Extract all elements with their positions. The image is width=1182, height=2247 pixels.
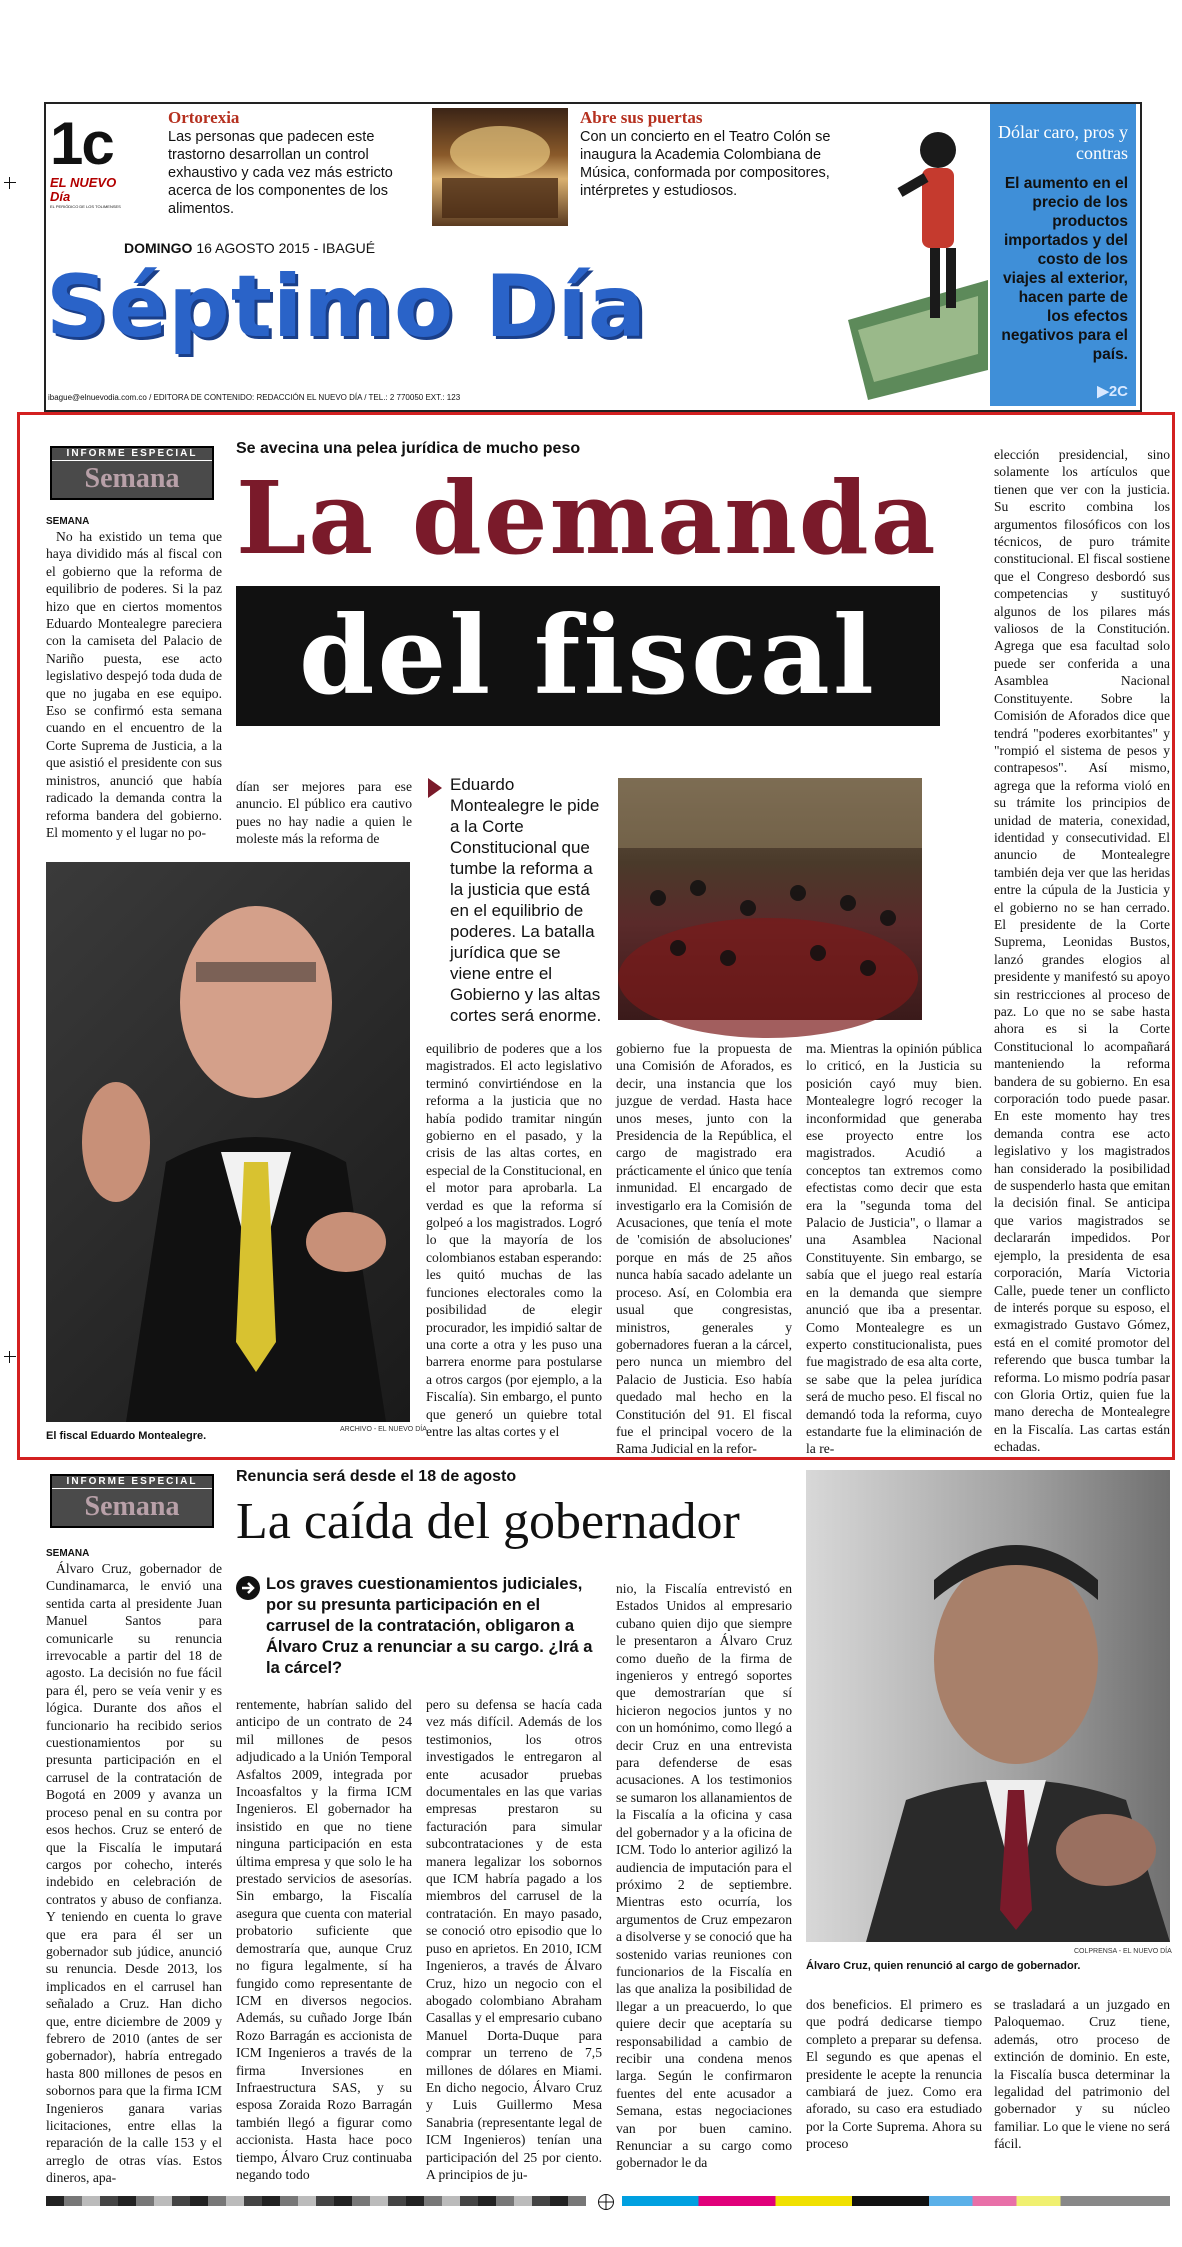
body-text: se trasladará a un juzgado en Paloquemao. Cruz tiene, además, otro proceso de extinción de dominio. En este, la Fiscalía busca determinar la legalidad del patrimonio del gobernador y su núcleo familiar. Lo que le viene no será fácil. bbox=[994, 1997, 1170, 2152]
promo-ortorexia[interactable] bbox=[168, 108, 426, 218]
kicker: Se avecina una pelea jurídica de mucho peso bbox=[236, 440, 581, 457]
promo-theater-photo bbox=[432, 108, 568, 226]
tag-top: INFORME ESPECIAL bbox=[52, 1476, 212, 1489]
arrow-right-icon: ▶ bbox=[1097, 383, 1109, 400]
photo-credit-2: COLPRENSA - EL NUEVO DÍA bbox=[1074, 1948, 1172, 1955]
section-number bbox=[50, 112, 134, 210]
promo-title: Abre sus puertas bbox=[580, 108, 703, 127]
tag-bottom: Semana bbox=[84, 463, 180, 494]
money-man-icon bbox=[838, 110, 988, 402]
theater-icon bbox=[432, 108, 568, 226]
lead-marker bbox=[428, 778, 442, 798]
body-text: gobierno fue la propuesta de una Comisión de Aforados, es decir, una instancia que los juzgue de verdad. Hasta hace unos meses, junto con la Presidencia de la República, el cargo de magistrado era prácticamente el único que tenía inmunidad. El encargado de investigarlo era la Comisión de Acusaciones, que tenía el mote de 'comisión de absoluciones' porque en más de 25 años nunca había sacado adelante un proceso. Así, en Colombia era usual que congresistas, ministros, generales y gobernadores fueran a la cárcel, pero nunca un miembro del Palacio de Justicia. Eso había quedado mal hecho en la Constitución del 91. El fiscal fue el principal vocero de la Rama Judicial en la refor- bbox=[616, 1041, 792, 1457]
body-text: ma. Mientras la opinión pública lo criticó, en la Justicia su posición cayó muy bien. Montealegre logró recoger la inconformidad que generaba ese proyecto entre los magistrados. Acudió a conceptos tan extremos como efectistas como decir que esta era la "segunda toma del Palacio de Justicia", o llamar a una Asamblea Nacional Constituyente. Sin embargo, se sabía que el juego real estaría en la demanda que siempre anunció que iba a presentar. Como Montealegre es un experto constitucionalista, pues fue magistrado de esa alta corte, se sabe que la pelea jurídica será de mucho peso. El fiscal no demandó toda la reforma, cuyo estandarte fue la eliminación de la re- bbox=[806, 1041, 982, 1457]
informe-especial-tag-2 bbox=[50, 1474, 214, 1528]
fiscal-photo bbox=[46, 862, 410, 1422]
lead-text: Eduardo Montealegre le pide a la Corte Constitucional que tumbe la reforma a la justicia que está en el equilibrio de poderes. La batalla jurídica que se viene entre el Gobierno y las altas cortes será enorme. bbox=[450, 775, 602, 1025]
article2-column-2 bbox=[236, 1696, 412, 2190]
article2-column-4 bbox=[616, 1580, 792, 2190]
portrait-man-icon bbox=[46, 862, 410, 1422]
dollar-title: Dólar caro, pros y contras bbox=[998, 122, 1128, 163]
registration-mark-icon bbox=[598, 2194, 614, 2210]
article1-column-2b bbox=[426, 1040, 602, 1439]
informe-especial-tag bbox=[50, 446, 214, 500]
tag-bottom: Semana bbox=[84, 1491, 180, 1522]
photo-caption: El fiscal Eduardo Montealegre. bbox=[46, 1430, 207, 1442]
photo-credit: ARCHIVO - EL NUEVO DÍA bbox=[340, 1426, 427, 1433]
body-text: rentemente, habrían salido del anticipo de un contrato de 24 mil millones de pesos adjudicado a la Unión Temporal Asfaltos 2009, integrada por Incoasfaltos y la firma ICM Ingenieros. El gobernador ha insistido en que no tiene ninguna participación en esta última empresa y que solo le ha prestado servicios de asesorías. Sin embargo, la Fiscalía asegura que cuenta con material probatorio suficiente que demostraría que, aunque Cruz no figura legalmente, sí ha fungido como representante de ICM en diversos negocios. Además, su cuñado Jorge Ibán Rozo Barragán es accionista de ICM Ingenieros a través de la firma Inversiones en Infraestructura SAS, y su esposa Zoraida Rozo Barragán también llegó a figurar como accionista. Hasta hace poco tiempo, Álvaro Cruz continuaba negando todo bbox=[236, 1697, 412, 2182]
crop-mark bbox=[4, 182, 16, 183]
dollar-illustration bbox=[838, 110, 988, 402]
dollar-box[interactable] bbox=[990, 104, 1136, 406]
dollar-ref-text: 2C bbox=[1108, 383, 1128, 400]
body-text: elección presidencial, sino solamente los artículos que tienen que ver con la justicia. Su escrito combina los argumentos filosóficos con los técnicos, de puro trámite constitucional. El fiscal sostiene que el Congreso desbordó sus competencias y sustituyó algunos de los pilares más valiosos de la Constitución. Agrega que esa facultad solo puede ser conferida a una Asamblea Nacional Constituyente. Sobre la Comisión de Aforados dice que tendrá "poderes exorbitantes" y "rompió el sistema de pesos y contrapesos". Así mismo, agrega que la reforma violó en su trámite los principios de unidad de materia, conexidad, identidad y consecutividad. El anuncio de Montealegre también deja ver que las heridas entre la cúpula de la Justicia y el gobierno no se han cerrado. El presidente de la Corte Suprema, Leonidas Bustos, lanzó grandes elogios al presidente y manifestó su apoyo sin restricciones al proceso de paz. Lo que no se sabe hasta ahora es si la Corte Constitucional lo acompañará manteniendo la reforma bandera de su gobierno. En esa corporación todo puede pasar. En este momento hay tres demanda contra ese acto legislativo y los magistrados han considerado la posibilidad de suspenderlo hasta que emitan la decisión final. Se anticipa que varios magistrados se declararán impedidos. Por ejemplo, la presidenta de esa corporación, María Victoria Calle, puede tener un conflicto de interés porque su esposo, el exmagistrado Gustavo Gómez, está en el comité promotor del referendo que busca tumbar la reforma. Lo mismo podría pasar con Gloria Ortiz, quien fue la mano derecha de Montealegre en la Fiscalía. Las cartas están echadas. bbox=[994, 447, 1170, 1455]
tag-top: INFORME ESPECIAL bbox=[52, 448, 212, 461]
body-text: pero su defensa se hacía cada vez más difícil. Además de los testimonios, los otros investigados le entregaron al ente acusador pruebas documentales en las que varias empresas prestaron su facturación para simular subcontrataciones y de esta manera legalizar los sobornos que ICM habría pagado a los miembros del carrusel de la contratación. En mayo pasado, se conoció otro episodio que lo puso en aprietos. En 2010, ICM Ingenieros, a través de Álvaro Cruz, hizo un negocio con el abogado colombiano Abraham Casallas y el empresario cubano Manuel Dorta-Duque para comprar un terreno de 7,5 millones de dólares en Miami. En dicho negocio, Álvaro Cruz y Luis Guillermo Mesa Sanabria (representante legal de ICM Ingenieros) tenían una participación del 25 por ciento. A principios de ju- bbox=[426, 1697, 602, 2182]
logo: EL NUEVO Día bbox=[50, 175, 117, 204]
article2-column-1 bbox=[46, 1560, 222, 2190]
body-text: No ha existido un tema que haya dividido más al fiscal con el gobierno que la reforma de equilibrio de poderes. Si la paz hizo que en ciertos momentos Eduardo Montealegre pareciera con la camiseta del Palacio de Nariño puesta, ese acto legislativo despejó toda duda de que no jugaba en ese equipo. Eso se confirmó esta semana cuando en el encuentro de la Corte Suprema de Justicia, a la que asistió el presidente con sus ministros, anunció que había radicado la demanda contra la reforma bandera del gobierno. El momento y el lugar no po- bbox=[46, 529, 222, 840]
promo-text: Las personas que padecen este trastorno desarrollan un control exhaustivo y cada vez más estricto acerca de los componentes de los alimentos. bbox=[168, 129, 393, 217]
chamber-icon bbox=[618, 778, 922, 1020]
promo-text: Con un concierto en el Teatro Colón se inaugura la Academia Colombiana de Música, conformada por compositores, intérpretes y estudiosos. bbox=[580, 129, 831, 199]
headline-line1: La demanda bbox=[236, 459, 938, 577]
date-rest: 16 AGOSTO 2015 - IBAGUÉ bbox=[196, 240, 376, 256]
article1-column-5 bbox=[994, 446, 1170, 1455]
article1-column-4 bbox=[806, 1040, 982, 1457]
dollar-page-ref[interactable] bbox=[1097, 382, 1128, 400]
color-bar-left bbox=[46, 2196, 586, 2206]
governor-photo bbox=[806, 1470, 1170, 1942]
body-text: dían ser mejores para ese anuncio. El público era cautivo pues no hay nadie a quien le moleste más la reforma de bbox=[236, 779, 412, 847]
dollar-text: El aumento en el precio de los productos importados y del costo de los viajes al exterior, hacen parte de los efectos negativos para el país. bbox=[1001, 175, 1128, 363]
byline: SEMANA bbox=[46, 516, 90, 527]
article1-column-3 bbox=[616, 1040, 792, 1457]
kicker-2: Renuncia será desde el 18 de agosto bbox=[236, 1468, 517, 1485]
section-title: Séptimo Día bbox=[46, 257, 647, 357]
body-text: dos beneficios. El primero es que podrá dedicarse tiempo completo a preparar su defensa. El segundo es que apenas el presidente le acepte la renuncia cambiará de juez. Como era aforado, su caso era estudiado por la Corte Suprema. Ahora su proceso bbox=[806, 1997, 982, 2152]
lead-text-2: Los graves cuestionamientos judiciales, por su presunta participación en el carrusel de la contratación, obligaron a Álvaro Cruz a renunciar a su cargo. ¿Irá a la cárcel? bbox=[266, 1575, 593, 1677]
portrait-man-icon bbox=[806, 1470, 1170, 1942]
byline-2: SEMANA bbox=[46, 1548, 90, 1559]
logo-subtitle: EL PERIÓDICO DE LOS TOLIMENSES bbox=[50, 204, 121, 209]
article2-column-3 bbox=[426, 1696, 602, 2190]
crop-mark bbox=[4, 1356, 16, 1357]
article2-column-6 bbox=[994, 1996, 1170, 2190]
lead-arrow-icon bbox=[236, 1576, 260, 1600]
crop-mark bbox=[9, 177, 10, 189]
headline-2: La caída del gobernador bbox=[236, 1493, 740, 1550]
article1-column-2a bbox=[236, 778, 412, 848]
color-bar-right bbox=[622, 2196, 1170, 2206]
body-text: nio, la Fiscalía entrevistó en Estados Unidos al empresario cubano quien dijo que siempre le presentaron a Álvaro Cruz como dueño de la firma de ingenieros y entregó soportes que demostrarían que sí hicieron negocios juntos y no con un homónimo, como llegó a decir Cruz en una entrevista para defenderse de esas acusaciones. A los testimonios se sumaron los allanamientos de la Fiscalía a la oficina y casa del gobernador y a la oficina de ICM. Todo lo anterior agilizó la audiencia de imputación para el próximo 2 de septiembre. Mientras esto ocurría, los argumentos de Cruz empezaron a disolverse y se conoció que ha sostenido varias reuniones con funcionarios de la Fiscalía en las que analiza la posibilidad de llegar a un preacuerdo, lo que quiere decir que aceptaría su responsabilidad a cambio de recibir una condena menos larga. Según le confirmaron fuentes del ente acusador a Semana, estas negociaciones van por buen camino. Renunciar a su cargo como gobernador le da bbox=[616, 1581, 792, 2171]
article1-column-1 bbox=[46, 528, 222, 848]
contact-line: ibague@elnuevodia.com.co / EDITORA DE CONTENIDO: REDACCIÓN EL NUEVO DÍA / TEL.: 2 770050 EXT.: 123 bbox=[48, 393, 461, 402]
section-number-text: 1c bbox=[50, 110, 113, 177]
article2-column-5 bbox=[806, 1996, 982, 2190]
headline-line2-box bbox=[236, 586, 940, 726]
crop-mark bbox=[9, 1351, 10, 1363]
photo-caption-2: Álvaro Cruz, quien renunció al cargo de gobernador. bbox=[806, 1960, 1081, 1972]
body-text: equilibrio de poderes que a los magistrados. El acto legislativo terminó convirtiéndose en la reforma a la justicia que no había podido tramitar ningún gobierno en el pasado, y la crisis de las altas cortes, en especial de la Constitucional, en el motor para aprobarla. La verdad es que la reforma sí golpeó a los magistrados. Logró lo que la mayoría de los colombianos estaban esperando: les quitó muchas de las funciones electorales como la posibilidad de elegir procurador, les impidió saltar de una corte a otra y les puso una barrera enorme para postularse a otros cargos (por ejemplo, a la Fiscalía). Sin embargo, el punto que generó un quiebre total entre las altas cortes y el bbox=[426, 1041, 602, 1439]
headline-line2: del fiscal bbox=[299, 593, 877, 719]
congress-photo bbox=[618, 778, 922, 1020]
date-day: DOMINGO bbox=[124, 240, 193, 256]
promo-academia[interactable] bbox=[580, 108, 842, 200]
body-text: Álvaro Cruz, gobernador de Cundinamarca, le envió una sentida carta al presidente Juan Manuel Santos para comunicarle su renuncia irrevocable a partir del 18 de agosto. La decisión no fue fácil para él, pero se veía venir y es lógica. Durante dos años el funcionario ha recibido serios cuestionamientos por su presunta participación en el carrusel de la contratación de Bogotá en 2009 y avanza un proceso penal en su contra por esos hechos. Cruz se enteró de que la Fiscalía le imputará cargos por cohecho, interés indebido en celebración de contratos y abuso de confianza. Y teniendo en cuenta lo grave que era para él ser un gobernador sub júdice, anunció su renuncia. Desde 2013, los implicados en el carrusel han señalado a Cruz. Han dicho que, entre diciembre de 2009 y febrero de 2010 (antes de ser gobernador), habría entregado hasta 800 millones de pesos en sobornos para que la firma ICM Ingenieros ganara varias licitaciones, entre ellas la reparación de la calle 153 y el arreglo de otras vías. Estos dineros, apa- bbox=[46, 1561, 222, 2186]
promo-title: Ortorexia bbox=[168, 108, 240, 127]
